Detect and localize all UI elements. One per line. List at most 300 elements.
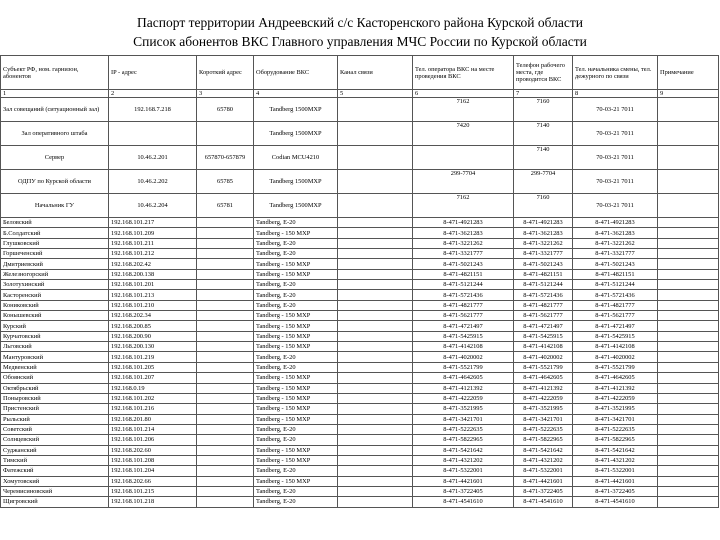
workplace-phone: 8-471-4642605: [514, 373, 573, 383]
ip-address: 192.168.202.66: [109, 476, 197, 486]
channel: [338, 373, 413, 383]
chief-phone: 8-471-4222059: [573, 393, 658, 403]
column-number: 7: [514, 90, 573, 98]
short-address: [197, 404, 254, 414]
operator-phone: 8-471-4541610: [413, 497, 514, 507]
workplace-phone: 7140: [514, 122, 573, 146]
chief-phone: 8-471-5021243: [573, 259, 658, 269]
equipment: Tandberg - 150 MXP: [254, 228, 338, 238]
workplace-phone: 7160: [514, 194, 573, 218]
equipment: Tandberg, E-20: [254, 218, 338, 228]
workplace-phone: 8-471-5421642: [514, 445, 573, 455]
table-row: [1, 311, 719, 321]
chief-phone: 8-471-4821151: [573, 269, 658, 279]
ip-address: 192.168.101.202: [109, 393, 197, 403]
equipment: Tandberg - 150 MXP: [254, 393, 338, 403]
subscriber-name: Зал оперативного штаба: [1, 122, 109, 146]
note: [658, 424, 719, 434]
ip-address: 192.168.201.80: [109, 414, 197, 424]
equipment: Tandberg - 150 MXP: [254, 383, 338, 393]
short-address: [197, 238, 254, 248]
workplace-phone: 8-471-4222059: [514, 393, 573, 403]
workplace-phone: 8-471-5721436: [514, 290, 573, 300]
note: [658, 362, 719, 372]
subscriber-name: Курский: [1, 321, 109, 331]
workplace-phone: 8-471-5425915: [514, 331, 573, 341]
equipment: Tandberg 1500MXP: [254, 194, 338, 218]
channel: [338, 342, 413, 352]
short-address: [197, 476, 254, 486]
note: [658, 393, 719, 403]
subscriber-name: Советский: [1, 424, 109, 434]
short-address: [197, 362, 254, 372]
equipment: Tandberg, E-20: [254, 424, 338, 434]
equipment: Tandberg - 150 MXP: [254, 269, 338, 279]
ip-address: 192.168.101.204: [109, 466, 197, 476]
chief-phone: 8-471-5222635: [573, 424, 658, 434]
ip-address: 10.46.2.204: [109, 194, 197, 218]
chief-phone: 8-471-4721497: [573, 321, 658, 331]
workplace-phone: 8-471-3321777: [514, 249, 573, 259]
subscriber-name: Золотухинский: [1, 280, 109, 290]
operator-phone: 8-471-4321202: [413, 455, 514, 465]
workplace-phone: 8-471-4121392: [514, 383, 573, 393]
short-address: [197, 311, 254, 321]
operator-phone: 8-471-5521799: [413, 362, 514, 372]
operator-phone: 8-471-4142108: [413, 342, 514, 352]
ip-address: 192.168.101.201: [109, 280, 197, 290]
short-address: [197, 383, 254, 393]
ip-address: 192.168.101.218: [109, 497, 197, 507]
subscriber-name: Пристенский: [1, 404, 109, 414]
operator-phone: 8-471-3621283: [413, 228, 514, 238]
chief-phone: 8-471-3521995: [573, 404, 658, 414]
channel: [338, 321, 413, 331]
workplace-phone: 8-471-3621283: [514, 228, 573, 238]
short-address: 65781: [197, 194, 254, 218]
operator-phone: 8-471-4020002: [413, 352, 514, 362]
subscribers-table: [0, 55, 719, 508]
short-address: 65780: [197, 98, 254, 122]
operator-phone: 8-471-5822965: [413, 435, 514, 445]
note: [658, 249, 719, 259]
note: [658, 476, 719, 486]
subscriber-name: Мантуровский: [1, 352, 109, 362]
header-cell: Канал связи: [338, 56, 413, 90]
table-row: [1, 383, 719, 393]
workplace-phone: 8-471-4921283: [514, 218, 573, 228]
column-number: 5: [338, 90, 413, 98]
workplace-phone: 8-471-5121244: [514, 280, 573, 290]
equipment: Tandberg - 150 MXP: [254, 404, 338, 414]
note: [658, 455, 719, 465]
table-row: [1, 466, 719, 476]
equipment: Tandberg - 150 MXP: [254, 321, 338, 331]
subscriber-name: Б.Солдатский: [1, 228, 109, 238]
note: [658, 280, 719, 290]
operator-phone: 8-471-5421642: [413, 445, 514, 455]
note: [658, 290, 719, 300]
short-address: [197, 228, 254, 238]
subscriber-name: Тимский: [1, 455, 109, 465]
chief-phone: 8-471-4821777: [573, 300, 658, 310]
operator-phone: 8-471-3221262: [413, 238, 514, 248]
ip-address: 192.168.101.210: [109, 300, 197, 310]
channel: [338, 383, 413, 393]
equipment: Tandberg 1500MXP: [254, 170, 338, 194]
note: [658, 466, 719, 476]
workplace-phone: 8-471-4321202: [514, 455, 573, 465]
equipment: Tandberg, E-20: [254, 466, 338, 476]
chief-phone: 8-471-4921283: [573, 218, 658, 228]
equipment: Tandberg, E-20: [254, 300, 338, 310]
note: [658, 122, 719, 146]
workplace-phone: 8-471-5021243: [514, 259, 573, 269]
operator-phone: 8-471-4921283: [413, 218, 514, 228]
chief-phone: 8-471-5322001: [573, 466, 658, 476]
table-row: [1, 218, 719, 228]
channel: [338, 393, 413, 403]
operator-phone: 8-471-4642605: [413, 373, 514, 383]
subscriber-name: Черемисиновский: [1, 486, 109, 496]
channel: [338, 352, 413, 362]
table-row: [1, 194, 719, 218]
workplace-phone: 8-471-5222635: [514, 424, 573, 434]
workplace-phone: 8-471-3521995: [514, 404, 573, 414]
ip-address: 192.168.202.60: [109, 445, 197, 455]
ip-address: 192.168.0.19: [109, 383, 197, 393]
equipment: Tandberg 1500MXP: [254, 122, 338, 146]
table-row: [1, 455, 719, 465]
workplace-phone: 8-471-3221262: [514, 238, 573, 248]
chief-phone: 8-471-4321202: [573, 455, 658, 465]
table-row: [1, 404, 719, 414]
subscriber-name: Сервер: [1, 146, 109, 170]
subscriber-name: Октябрьский: [1, 383, 109, 393]
ip-address: 192.168.101.212: [109, 249, 197, 259]
equipment: Tandberg - 150 MXP: [254, 445, 338, 455]
table-row: [1, 300, 719, 310]
table-row: [1, 342, 719, 352]
column-number: 3: [197, 90, 254, 98]
ip-address: 192.168.101.211: [109, 238, 197, 248]
workplace-phone: 8-471-3421701: [514, 414, 573, 424]
operator-phone: 8-471-5621777: [413, 311, 514, 321]
channel: [338, 259, 413, 269]
note: [658, 146, 719, 170]
equipment: Tandberg, E-20: [254, 249, 338, 259]
equipment: Tandberg - 150 MXP: [254, 373, 338, 383]
chief-phone: 8-471-4121392: [573, 383, 658, 393]
equipment: Tandberg, E-20: [254, 435, 338, 445]
chief-phone: 8-471-3321777: [573, 249, 658, 259]
channel: [338, 331, 413, 341]
subscriber-name: Курчатовский: [1, 331, 109, 341]
table-row: [1, 280, 719, 290]
workplace-phone: 8-471-4821777: [514, 300, 573, 310]
workplace-phone: 299-7704: [514, 170, 573, 194]
note: [658, 218, 719, 228]
ip-address: 192.168.7.218: [109, 98, 197, 122]
subscriber-name: Начальник ГУ: [1, 194, 109, 218]
equipment: Tandberg - 150 MXP: [254, 259, 338, 269]
ip-address: 192.168.101.215: [109, 486, 197, 496]
subscriber-name: Обоянский: [1, 373, 109, 383]
subscriber-name: Фатежский: [1, 466, 109, 476]
header-cell: Субъект РФ, ном. гарнизон, абонентов: [1, 56, 109, 90]
channel: [338, 194, 413, 218]
table-row: [1, 476, 719, 486]
chief-phone: 8-471-3621283: [573, 228, 658, 238]
chief-phone: 8-471-4642605: [573, 373, 658, 383]
operator-phone: 8-471-3521995: [413, 404, 514, 414]
short-address: [197, 393, 254, 403]
channel: [338, 404, 413, 414]
chief-phone: 8-471-3421701: [573, 414, 658, 424]
chief-phone: 8-471-5721436: [573, 290, 658, 300]
note: [658, 331, 719, 341]
short-address: [197, 269, 254, 279]
note: [658, 238, 719, 248]
channel: [338, 455, 413, 465]
short-address: [197, 331, 254, 341]
subscriber-name: Хомутовский: [1, 476, 109, 486]
short-address: [197, 455, 254, 465]
chief-phone: 70-03-21 7011: [573, 98, 658, 122]
equipment: Tandberg, E-20: [254, 497, 338, 507]
short-address: 65785: [197, 170, 254, 194]
equipment: Tandberg, E-20: [254, 290, 338, 300]
channel: [338, 280, 413, 290]
subscriber-name: Зал совещаний (ситуационный зал): [1, 98, 109, 122]
operator-phone: 299-7704: [413, 170, 514, 194]
ip-address: 192.168.101.214: [109, 424, 197, 434]
table-row: [1, 146, 719, 170]
ip-address: 192.168.101.206: [109, 435, 197, 445]
note: [658, 342, 719, 352]
workplace-phone: 8-471-4421601: [514, 476, 573, 486]
ip-address: 192.168.101.209: [109, 228, 197, 238]
workplace-phone: 8-471-4821151: [514, 269, 573, 279]
short-address: [197, 300, 254, 310]
equipment: Tandberg, E-20: [254, 486, 338, 496]
subscriber-name: Поныровский: [1, 393, 109, 403]
subscriber-name: Конышевский: [1, 311, 109, 321]
operator-phone: 8-471-5021243: [413, 259, 514, 269]
equipment: Tandberg 1500MXP: [254, 98, 338, 122]
short-address: [197, 373, 254, 383]
chief-phone: 8-471-3722405: [573, 486, 658, 496]
operator-phone: 8-471-5121244: [413, 280, 514, 290]
header-cell: IP - адрес: [109, 56, 197, 90]
note: [658, 352, 719, 362]
table-row: [1, 352, 719, 362]
workplace-phone: 7140: [514, 146, 573, 170]
subscriber-name: Рыльский: [1, 414, 109, 424]
note: [658, 259, 719, 269]
equipment: Tandberg - 150 MXP: [254, 414, 338, 424]
note: [658, 404, 719, 414]
table-row: [1, 122, 719, 146]
chief-phone: 8-471-5425915: [573, 331, 658, 341]
subscriber-name: Дмитриевский: [1, 259, 109, 269]
channel: [338, 466, 413, 476]
equipment: Tandberg, E-20: [254, 362, 338, 372]
short-address: [197, 414, 254, 424]
ip-address: 192.168.200.138: [109, 269, 197, 279]
ip-address: 10.46.2.201: [109, 146, 197, 170]
operator-phone: 8-471-4821777: [413, 300, 514, 310]
chief-phone: 8-471-4421601: [573, 476, 658, 486]
header-cell: Короткий адрес: [197, 56, 254, 90]
workplace-phone: 8-471-5822965: [514, 435, 573, 445]
channel: [338, 486, 413, 496]
chief-phone: 70-03-21 7011: [573, 170, 658, 194]
column-number: 4: [254, 90, 338, 98]
short-address: [197, 445, 254, 455]
header-cell: Тел. начальника смены, тел. дежурного по связи: [573, 56, 658, 90]
note: [658, 170, 719, 194]
channel: [338, 476, 413, 486]
table-row: [1, 435, 719, 445]
channel: [338, 238, 413, 248]
note: [658, 300, 719, 310]
note: [658, 414, 719, 424]
channel: [338, 228, 413, 238]
short-address: [197, 424, 254, 434]
note: [658, 445, 719, 455]
header-row: [1, 56, 719, 90]
equipment: Tandberg - 150 MXP: [254, 311, 338, 321]
equipment: Tandberg - 150 MXP: [254, 476, 338, 486]
chief-phone: 70-03-21 7011: [573, 194, 658, 218]
operator-phone: 8-471-5721436: [413, 290, 514, 300]
note: [658, 497, 719, 507]
channel: [338, 290, 413, 300]
operator-phone: 8-471-4222059: [413, 393, 514, 403]
subscriber-name: Касторенский: [1, 290, 109, 300]
channel: [338, 424, 413, 434]
operator-phone: 8-471-4121392: [413, 383, 514, 393]
workplace-phone: 8-471-4541610: [514, 497, 573, 507]
subscriber-name: Солнцевский: [1, 435, 109, 445]
column-number: 9: [658, 90, 719, 98]
note: [658, 228, 719, 238]
table-row: [1, 321, 719, 331]
ip-address: 192.168.200.130: [109, 342, 197, 352]
channel: [338, 218, 413, 228]
short-address: [197, 280, 254, 290]
ip-address: 10.46.2.202: [109, 170, 197, 194]
table-row: [1, 424, 719, 434]
chief-phone: 8-471-5421642: [573, 445, 658, 455]
subscriber-name: Горшеченский: [1, 249, 109, 259]
table-row: [1, 228, 719, 238]
ip-address: 192.168.200.85: [109, 321, 197, 331]
channel: [338, 497, 413, 507]
short-address: [197, 342, 254, 352]
chief-phone: 8-471-4541610: [573, 497, 658, 507]
operator-phone: 8-471-4821151: [413, 269, 514, 279]
chief-phone: 8-471-3221262: [573, 238, 658, 248]
subscriber-name: Льговский: [1, 342, 109, 352]
ip-address: [109, 122, 197, 146]
column-number: 2: [109, 90, 197, 98]
equipment: Tandberg, E-20: [254, 238, 338, 248]
workplace-phone: 8-471-5322001: [514, 466, 573, 476]
note: [658, 435, 719, 445]
channel: [338, 435, 413, 445]
column-number-row: [1, 90, 719, 98]
table-row: [1, 269, 719, 279]
short-address: [197, 290, 254, 300]
equipment: Tandberg - 150 MXP: [254, 455, 338, 465]
subscriber-name: Глушковский: [1, 238, 109, 248]
operator-phone: 8-471-4721497: [413, 321, 514, 331]
workplace-phone: 8-471-3722405: [514, 486, 573, 496]
operator-phone: 8-471-5425915: [413, 331, 514, 341]
table-row: [1, 249, 719, 259]
operator-phone: 8-471-3421701: [413, 414, 514, 424]
channel: [338, 122, 413, 146]
note: [658, 321, 719, 331]
page-subtitle: Список абонентов ВКС Главного управления МЧС России по Курской области: [133, 34, 587, 49]
header-cell: Тел. оператора ВКС на месте проведения ВКС: [413, 56, 514, 90]
table-row: [1, 414, 719, 424]
channel: [338, 362, 413, 372]
equipment: Tandberg, E-20: [254, 280, 338, 290]
ip-address: 192.168.101.216: [109, 404, 197, 414]
operator-phone: [413, 146, 514, 170]
operator-phone: 8-471-3321777: [413, 249, 514, 259]
table-row: [1, 98, 719, 122]
table-row: [1, 259, 719, 269]
workplace-phone: 7160: [514, 98, 573, 122]
equipment: Tandberg - 150 MXP: [254, 342, 338, 352]
ip-address: 192.168.101.217: [109, 218, 197, 228]
table-row: [1, 393, 719, 403]
table-row: [1, 290, 719, 300]
workplace-phone: 8-471-4020002: [514, 352, 573, 362]
channel: [338, 249, 413, 259]
subscriber-name: Кониковский: [1, 300, 109, 310]
table-row: [1, 238, 719, 248]
channel: [338, 98, 413, 122]
note: [658, 486, 719, 496]
header-cell: Оборудование ВКС: [254, 56, 338, 90]
operator-phone: 8-471-5322001: [413, 466, 514, 476]
header-cell: Телефон рабочего места, где проводится ВКС: [514, 56, 573, 90]
header-cell: Примечание: [658, 56, 719, 90]
table-row: [1, 362, 719, 372]
table-row: [1, 170, 719, 194]
ip-address: 192.168.101.207: [109, 373, 197, 383]
operator-phone: 7162: [413, 194, 514, 218]
subscriber-name: Беловский: [1, 218, 109, 228]
subscriber-name: ОДПУ по Курской области: [1, 170, 109, 194]
chief-phone: 8-471-4142108: [573, 342, 658, 352]
note: [658, 98, 719, 122]
operator-phone: 8-471-4421601: [413, 476, 514, 486]
table-row: [1, 445, 719, 455]
equipment: Tandberg - 150 MXP: [254, 331, 338, 341]
short-address: 657870-657879: [197, 146, 254, 170]
table-row: [1, 331, 719, 341]
channel: [338, 170, 413, 194]
note: [658, 373, 719, 383]
short-address: [197, 249, 254, 259]
chief-phone: 8-471-5621777: [573, 311, 658, 321]
